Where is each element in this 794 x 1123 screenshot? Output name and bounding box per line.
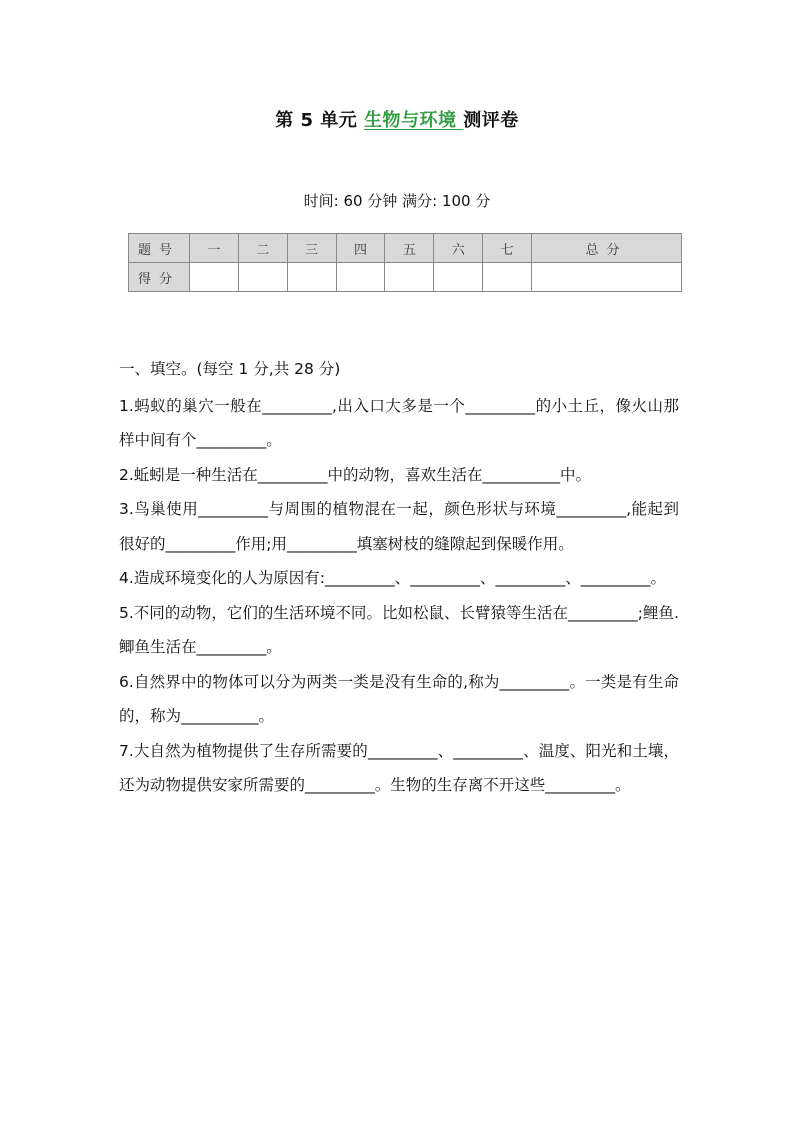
question-item: 4.造成环境变化的人为原因有:_________、_________、_________、_________。 [119,569,667,587]
score-cell [336,263,385,292]
questions-section [119,352,679,803]
exam-meta: 时间: 60 分钟 满分: 100 分 [303,192,491,210]
question-item: 2.蚯蚓是一种生活在_________中的动物，喜欢生活在__________中。 [119,465,592,484]
section-title: 一、填空。(每空 1 分,共 28 分) [119,360,341,378]
score-table [128,233,682,292]
title-subject: 生物与环境 [364,110,464,131]
column-header: 二 [238,234,287,263]
question-number-label: 题号 [129,234,190,263]
score-cell [483,263,532,292]
score-cell [287,263,336,292]
title-prefix: 第 5 单元 [275,110,365,131]
score-cell-total [532,263,682,292]
score-cell [434,263,483,292]
title-suffix: 测评卷 [463,110,519,131]
score-table-header-row [129,234,682,263]
question-item: 3.鸟巢使用_________与周围的植物混在一起，颜色形状与环境_________,能起到很好的_________作用;用_________填塞树枝的缝隙起到保暖作用。 [119,500,679,553]
score-label: 得分 [129,263,190,292]
column-header: 五 [385,234,434,263]
column-header: 四 [336,234,385,263]
column-header: 三 [287,234,336,263]
question-item: 5.不同的动物，它们的生活环境不同。比如松鼠、长臂猿等生活在_________;鲤鱼.鲫鱼生活在_________。 [119,603,679,656]
column-header: 七 [483,234,532,263]
score-cell [385,263,434,292]
column-header: 一 [190,234,239,263]
column-header: 六 [434,234,483,263]
question-item: 6.自然界中的物体可以分为两类一类是没有生命的,称为_________。一类是有生命的，称为__________。 [119,672,679,725]
page-title [0,106,794,132]
total-header: 总分 [532,234,682,263]
question-item: 1.蚂蚁的巢穴一般在_________,出入口大多是一个_________的小土丘，像火山那样中间有个_________。 [119,396,679,449]
question-item: 7.大自然为植物提供了生存所需要的_________、_________、温度、阳光和土壤，还为动物提供安家所需要的_________。生物的生存离不开这些_________。 [119,741,679,794]
score-cell [238,263,287,292]
score-table-score-row [129,263,682,292]
score-cell [190,263,239,292]
